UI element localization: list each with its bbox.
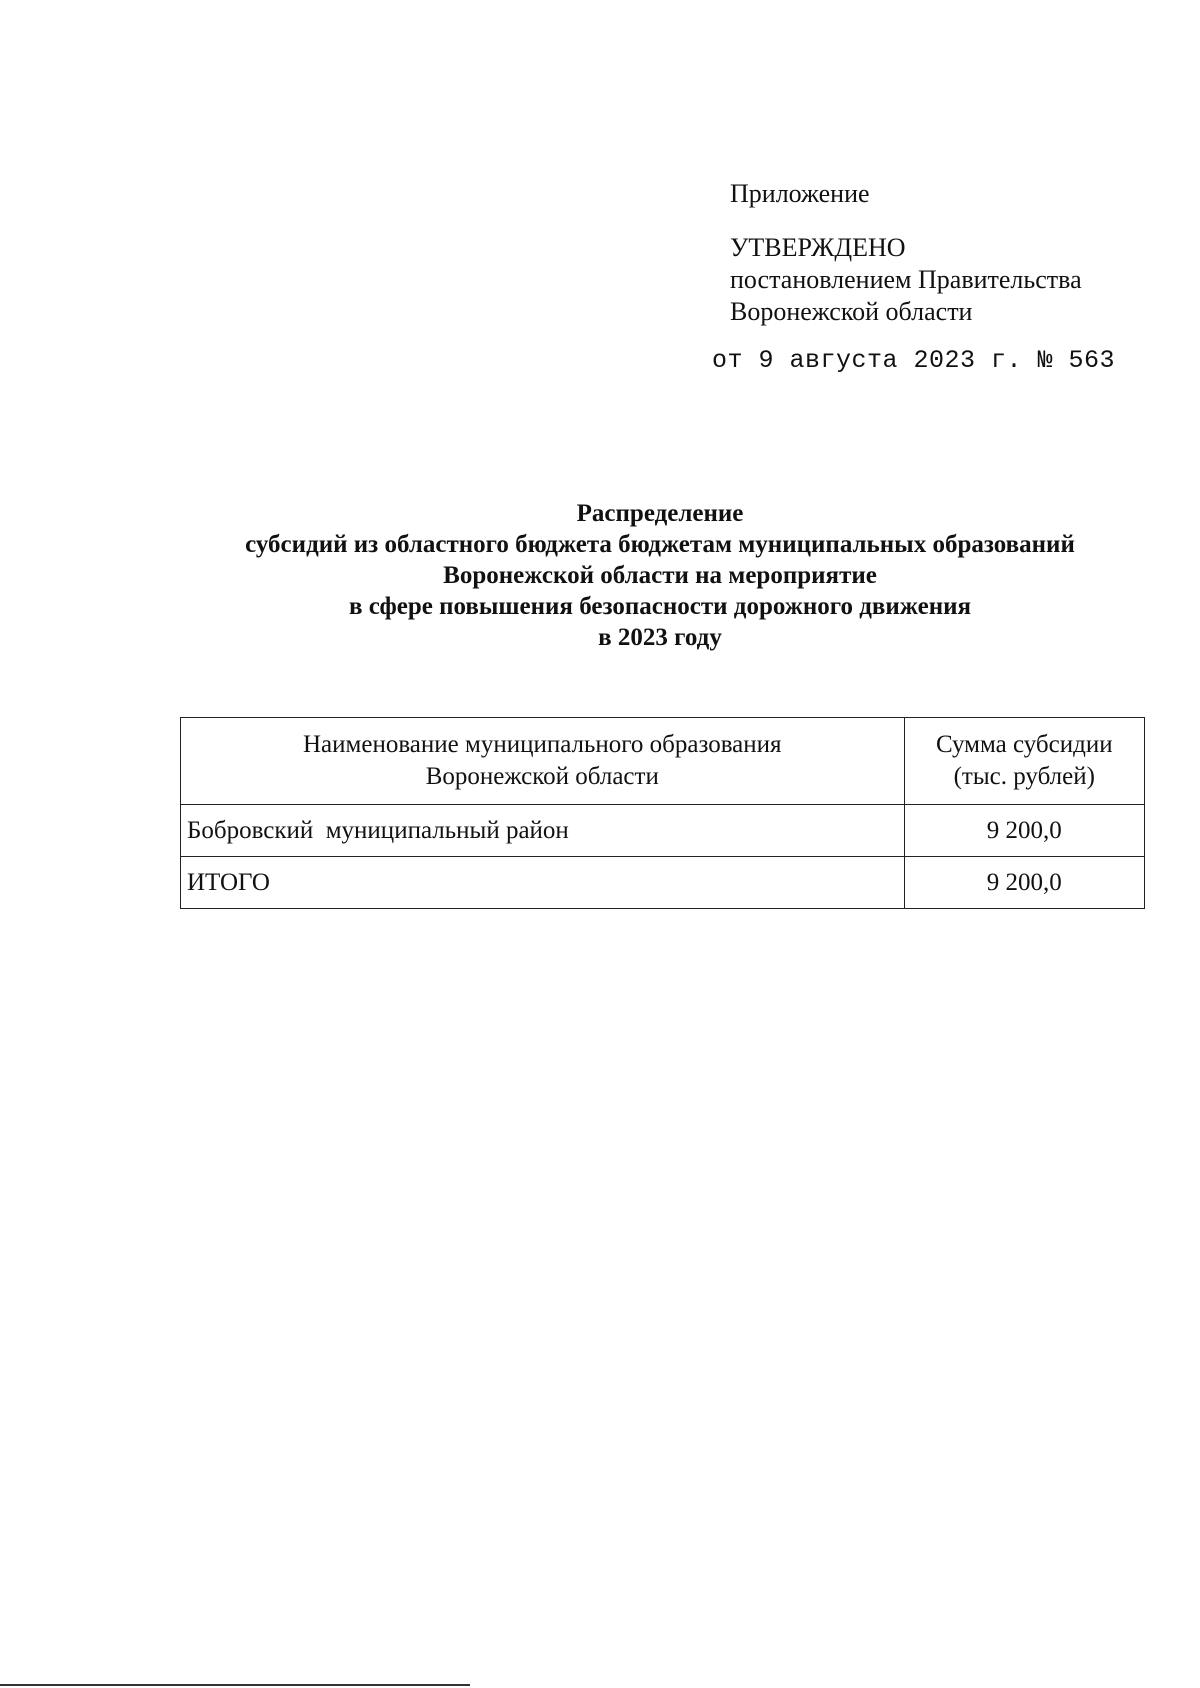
title-line-4: в сфере повышения безопасности дорожного движения bbox=[348, 593, 972, 620]
title-line-2: субсидий из областного бюджета бюджетам муниципальных образований bbox=[245, 531, 1075, 558]
appendix-block bbox=[730, 178, 1082, 328]
subsidy-sum-cell: 9 200,0 bbox=[904, 805, 1144, 857]
title-line-3: Воронежской области на мероприятие bbox=[443, 562, 877, 589]
header-name-line-2: Воронежской области bbox=[425, 763, 659, 790]
document-title bbox=[150, 498, 1170, 653]
header-name-line-1: Наименование муниципального образования bbox=[303, 731, 782, 758]
header-sum-line-1: Сумма субсидии bbox=[935, 731, 1113, 758]
approved-heading: УТВЕРЖДЕНО bbox=[730, 233, 906, 262]
total-sum-cell: 9 200,0 bbox=[904, 857, 1144, 909]
approved-by-line-1: постановлением Правительства bbox=[730, 265, 1082, 294]
subsidy-table bbox=[180, 717, 1145, 909]
footer-rule bbox=[0, 1684, 470, 1686]
header-municipality-name bbox=[181, 718, 905, 805]
header-subsidy-sum bbox=[904, 718, 1144, 805]
header-sum-line-2: (тыс. рублей) bbox=[953, 763, 1095, 790]
approved-by-line-2: Воронежской области bbox=[730, 297, 973, 326]
table-header-row bbox=[181, 718, 1145, 805]
appendix-label: Приложение bbox=[730, 179, 870, 208]
table-row bbox=[181, 805, 1145, 857]
decree-date: от 9 августа 2023 г. № 563 bbox=[712, 346, 1116, 375]
title-line-1: Распределение bbox=[576, 500, 744, 527]
municipality-name-cell: Бобровский муниципальный район bbox=[181, 805, 905, 857]
table-total-row bbox=[181, 857, 1145, 909]
total-label-cell: ИТОГО bbox=[181, 857, 905, 909]
title-line-5: в 2023 году bbox=[598, 624, 722, 651]
